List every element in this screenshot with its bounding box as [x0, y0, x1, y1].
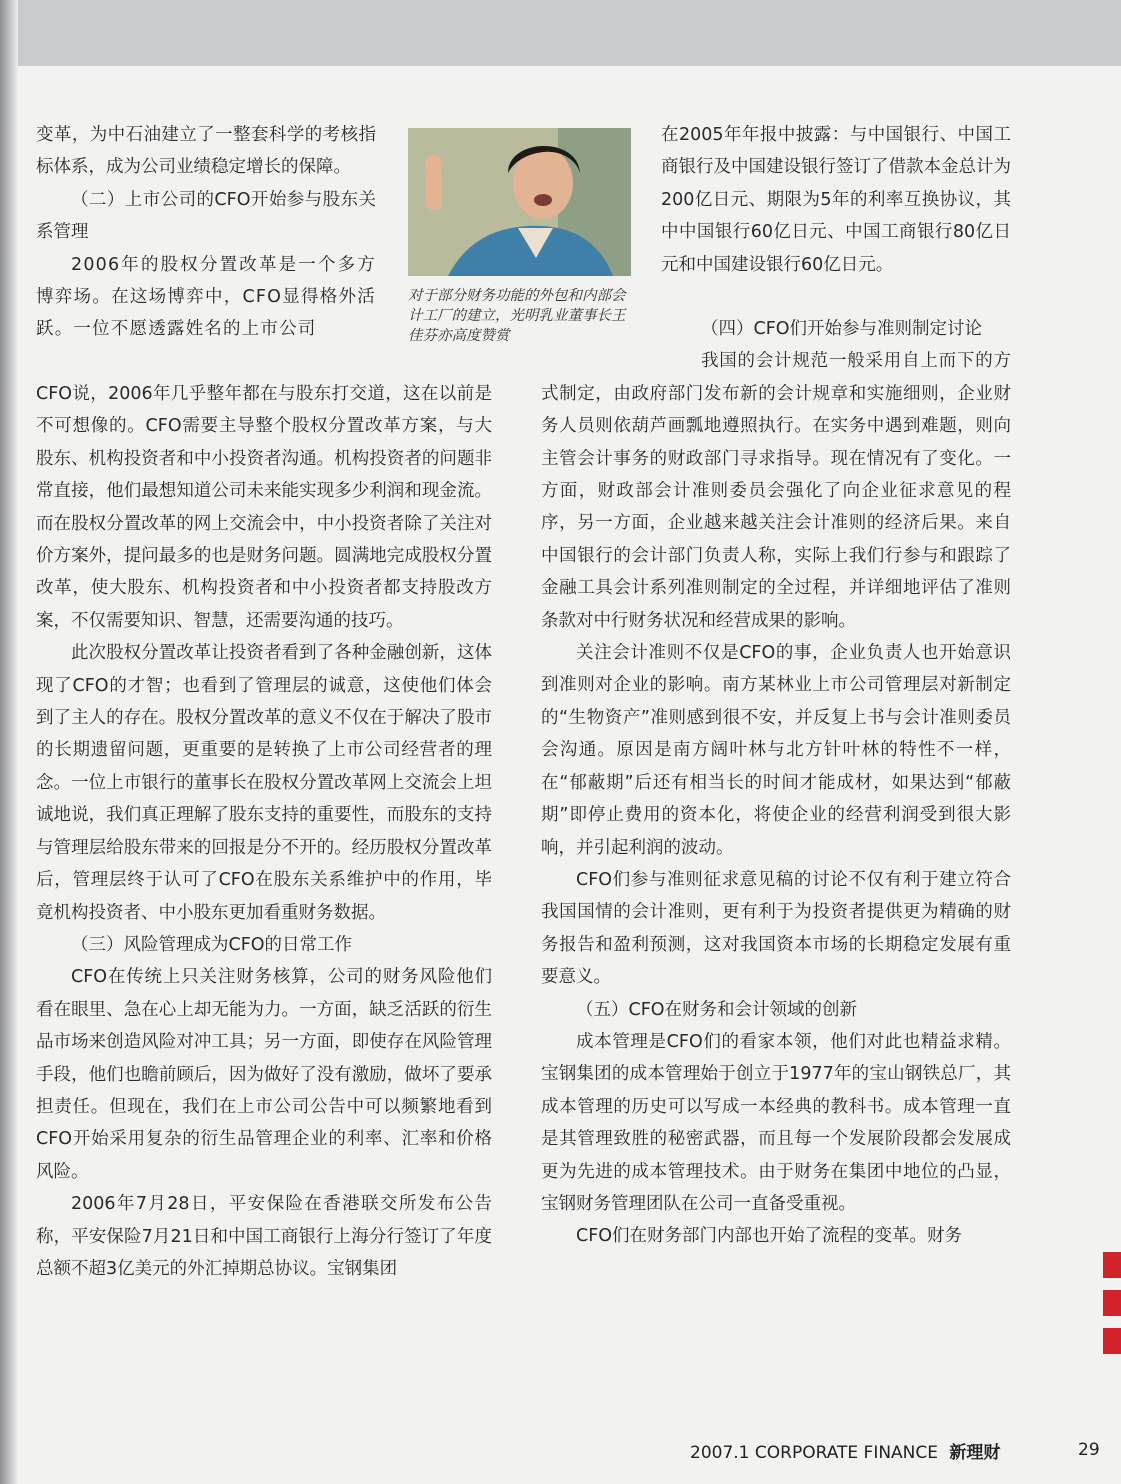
edge-marker: [1103, 1252, 1121, 1278]
paragraph: 成本管理是CFO们的看家本领，他们对此也精益求精。宝钢集团的成本管理始于创立于1977年的宝山钢铁总厂，其成本管理的历史可以写成一本经典的教科书。成本管理一直是其管理致胜的秘密武器，而且每一个发展阶段都会发展成更为先进的成本管理技术。由于财务在集团中地位的凸显，宝钢财务管理团队在公司一直备受重视。: [541, 1031, 1011, 1214]
left-column: [36, 378, 492, 1285]
portrait-illustration: [408, 128, 631, 276]
section-heading-2: （二）上市公司的CFO开始参与股东关系管理: [36, 189, 376, 243]
page-number: 29: [1078, 1440, 1100, 1460]
edge-marker: [1103, 1290, 1121, 1316]
right-column: [541, 313, 1011, 1253]
section-heading-4: （四）CFO们开始参与准则制定讨论: [701, 319, 983, 339]
paragraph: 此次股权分置改革让投资者看到了各种金融创新，这体现了CFO的才智；也看到了管理层的诚意，这使他们体会到了主人的存在。股权分置改革的意义不仅在于解决了股市的长期遗留问题，更重要的是转换了上市公司经营者的理念。一位上市银行的董事长在股权分置改革网上交流会上坦诚地说，我们真正理解了股东支持的重要性，而股东的支持与管理层给股东带来的回报是分不开的。经历股权分置改革后，管理层终于认可了CFO在股东关系维护中的作用，毕竟机构投资者、中小股东更加看重财务数据。: [36, 643, 492, 923]
paragraph: 关注会计准则不仅是CFO的事，企业负责人也开始意识到准则对企业的影响。南方某林业上市公司管理层对新制定的“生物资产”准则感到很不安，并反复上书与会计准则委员会沟通。原因是南方阔叶林与北方针叶林的特性不一样，在“郁蔽期”后还有相当长的时间才能成材，如果达到“郁蔽期”即停止费用的资本化，将使企业的经营利润受到很大影响，并引起利润的波动。: [541, 643, 1011, 858]
paragraph: CFO说，2006年几乎整年都在与股东打交道，这在以前是不可想像的。CFO需要主导整个股权分置改革方案，与大股东、机构投资者和中小投资者沟通。机构投资者的问题非常直接，他们最想知道公司未来能实现多少利润和现金流。而在股权分置改革的网上交流会中，中小投资者除了关注对价方案外，提问最多的也是财务问题。圆满地完成股权分置改革，使大股东、机构投资者和中小投资者都支持股改方案，不仅需要知识、智慧，还需要沟通的技巧。: [36, 384, 492, 631]
right-column-top: [661, 119, 1011, 281]
page-footer: [690, 1438, 1000, 1463]
edge-marker: [1103, 1328, 1121, 1354]
paragraph: CFO们参与准则征求意见稿的讨论不仅有利于建立符合我国国情的会计准则，更有利于为投资者提供更为精确的财务报告和盈利预测，这对我国资本市场的长期稳定发展有重要意义。: [541, 869, 1011, 988]
paragraph: CFO们在财务部门内部也开始了流程的变革。财务: [576, 1226, 963, 1247]
paragraph: CFO在传统上只关注财务核算，公司的财务风险他们看在眼里、急在心上却无能为力。一方面，缺乏活跃的衍生品市场来创造风险对冲工具；另一方面，即使存在风险管理手段，他们也瞻前顾后，因为做好了没有激励，做坏了要承担责任。但现在，我们在上市公司公告中可以频繁地看到CFO开始采用复杂的衍生品管理企业的利率、汇率和价格风险。: [36, 967, 492, 1182]
footer-brand: 新理财: [949, 1443, 1001, 1463]
footer-issue: 2007.1: [690, 1443, 750, 1463]
paragraph: 2006年7月28日，平安保险在香港联交所发布公告称，平安保险7月21日和中国工商银行上海分行签订了年度总额不超3亿美元的外汇掉期总协议。宝钢集团: [36, 1194, 492, 1279]
paragraph: 2006年的股权分置改革是一个多方博弈场。在这场博弈中，CFO显得格外活跃。一位不愿透露姓名的上市公司: [36, 254, 376, 340]
section-heading-5: （五）CFO在财务和会计领域的创新: [576, 999, 858, 1020]
paragraph: 在2005年年报中披露：与中国银行、中国工商银行及中国建设银行签订了借款本金总计为200亿日元、期限为5年的利率互换协议，其中中国银行60亿日元、中国工商银行80亿日元和中国建设银行60亿日元。: [661, 125, 1011, 275]
photo-caption: 对于部分财务功能的外包和内部会计工厂的建立，光明乳业董事长王佳芬亦高度赞赏: [408, 288, 626, 344]
portrait-photo: [408, 128, 631, 276]
paragraph: 我国的会计规范一般采用自上而下的方式制定，由政府部门发布新的会计规章和实施细则，企业财务人员则依葫芦画瓢地遵照执行。在实务中遇到难题，则向主管会计事务的财政部门寻求指导。现在情况有了变化。一方面，财政部会计准则委员会强化了向企业征求意见的程序，另一方面，企业越来越关注会计准则的经济后果。来自中国银行的会计部门负责人称，实际上我们行参与和跟踪了金融工具会计系列准则制定的全过程，并详细地评估了准则条款对中行财务状况和经营成果的影响。: [541, 351, 1011, 631]
binding-shadow: [0, 0, 18, 1484]
section-heading-3: （三）风险管理成为CFO的日常工作: [71, 934, 353, 955]
footer-title: CORPORATE FINANCE: [754, 1443, 939, 1463]
left-column-top: [36, 119, 376, 346]
paragraph: 变革，为中石油建立了一整套科学的考核指标体系，成为公司业绩稳定增长的保障。: [36, 125, 376, 178]
top-band: [0, 0, 1121, 66]
